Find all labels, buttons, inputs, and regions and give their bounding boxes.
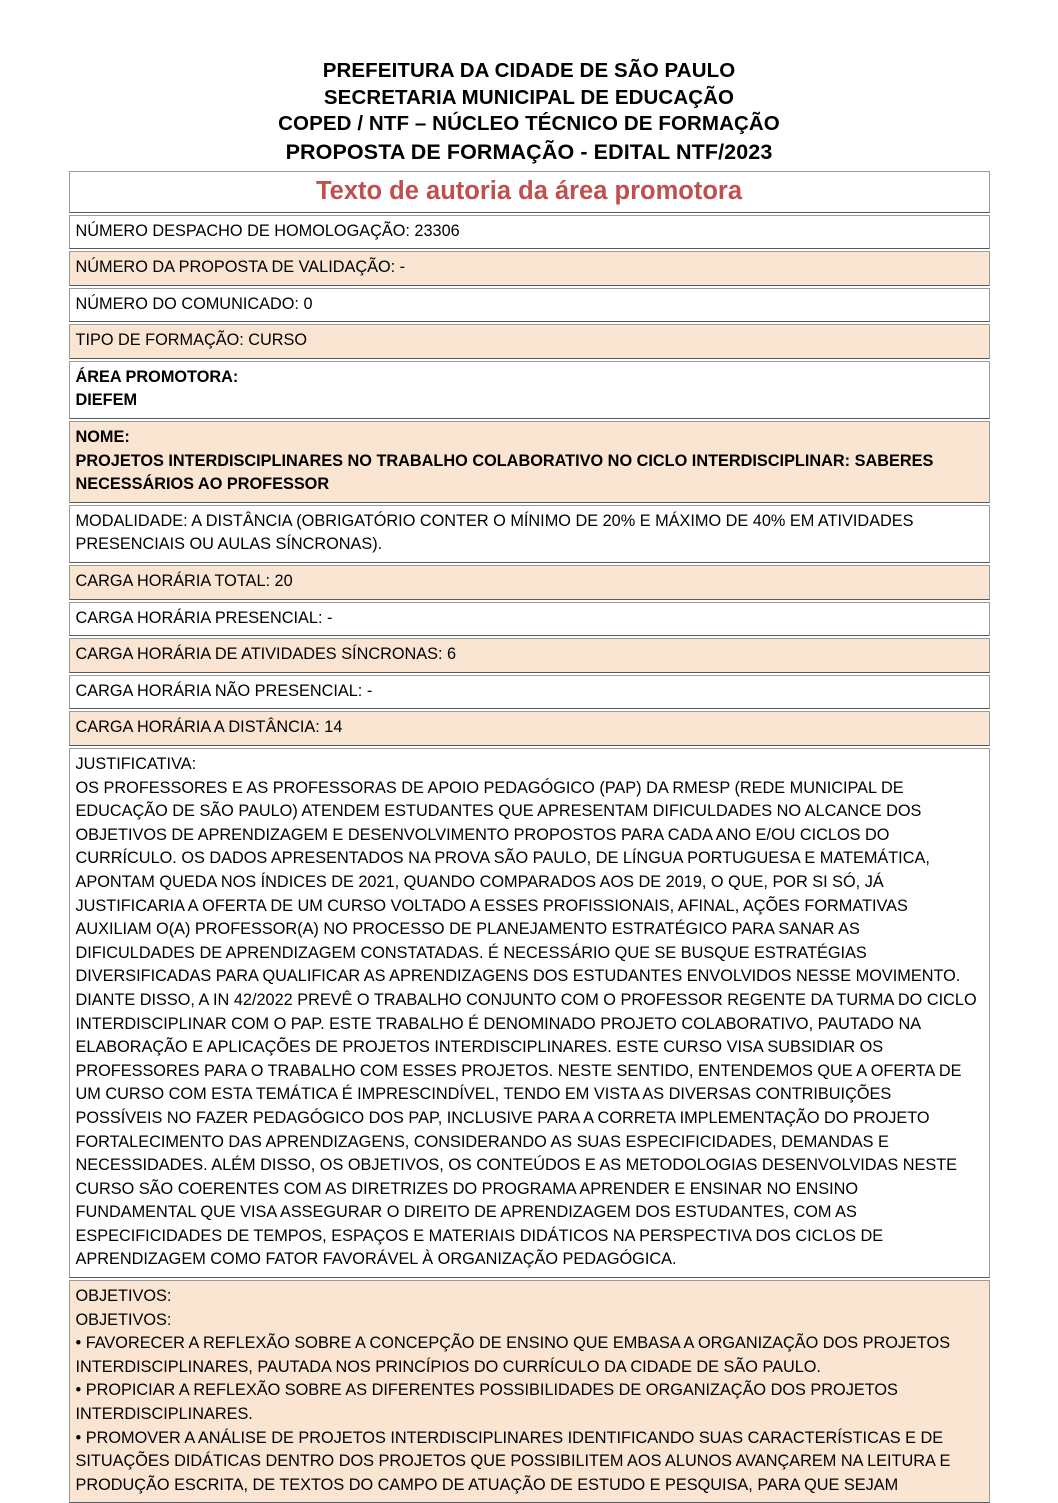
row-carga-horaria-sincronas bbox=[69, 638, 990, 673]
document-heading bbox=[0, 0, 1058, 167]
row-area-promotora bbox=[69, 361, 990, 419]
banner-texto-autoria bbox=[69, 171, 990, 213]
row-carga-horaria-presencial bbox=[69, 602, 990, 637]
field-numero-proposta-validacao: NÚMERO DA PROPOSTA DE VALIDAÇÃO: - bbox=[76, 256, 983, 280]
row-numero-proposta-validacao bbox=[69, 251, 990, 286]
row-numero-despacho-homologacao bbox=[69, 215, 990, 250]
heading-line-secretaria: SECRETARIA MUNICIPAL DE EDUCAÇÃO bbox=[0, 85, 1058, 112]
row-modalidade bbox=[69, 505, 990, 563]
objetivo-bullet: • PROMOVER A ANÁLISE DE PROJETOS INTERDISCIPLINARES IDENTIFICANDO SUAS CARACTERÍSTICAS E DE SITUAÇÕES DIDÁTICAS DENTRO DOS PROJETOS QUE POSSIBILITEM AOS ALUNOS AVANÇAREM NA LEITURA E PRODUÇÃO ESCRITA, DE TEXTOS DO CAMPO DE ATUAÇÃO DE ESTUDO E PESQUISA, PARA QUE SEJAM bbox=[76, 1427, 983, 1498]
field-tipo-de-formacao: TIPO DE FORMAÇÃO: CURSO bbox=[76, 329, 983, 353]
value-area-promotora: DIEFEM bbox=[76, 389, 983, 413]
field-carga-horaria-total: CARGA HORÁRIA TOTAL: 20 bbox=[76, 570, 983, 594]
label-objetivos-1: OBJETIVOS: bbox=[76, 1285, 983, 1309]
label-objetivos-2: OBJETIVOS: bbox=[76, 1309, 983, 1333]
row-carga-horaria-nao-presencial bbox=[69, 675, 990, 710]
row-justificativa bbox=[69, 748, 990, 1278]
value-nome: PROJETOS INTERDISCIPLINARES NO TRABALHO COLABORATIVO NO CICLO INTERDISCIPLINAR: SABERES NECESSÁRIOS AO PROFESSOR bbox=[76, 450, 983, 497]
objetivo-bullet: • FAVORECER A REFLEXÃO SOBRE A CONCEPÇÃO DE ENSINO QUE EMBASA A ORGANIZAÇÃO DOS PROJETOS INTERDISCIPLINARES, PAUTADA NOS PRINCÍPIOS DO CURRÍCULO DA CIDADE DE SÃO PAULO. bbox=[76, 1332, 983, 1379]
label-nome: NOME: bbox=[76, 426, 983, 450]
field-modalidade: MODALIDADE: A DISTÂNCIA (OBRIGATÓRIO CONTER O MÍNIMO DE 20% E MÁXIMO DE 40% EM ATIVIDADES PRESENCIAIS OU AULAS SÍNCRONAS). bbox=[76, 510, 983, 557]
row-tipo-de-formacao bbox=[69, 324, 990, 359]
heading-line-coped-ntf: COPED / NTF – NÚCLEO TÉCNICO DE FORMAÇÃO bbox=[0, 111, 1058, 138]
field-carga-horaria-distancia: CARGA HORÁRIA A DISTÂNCIA: 14 bbox=[76, 716, 983, 740]
field-numero-despacho-homologacao: NÚMERO DESPACHO DE HOMOLOGAÇÃO: 23306 bbox=[76, 220, 983, 244]
heading-line-proposta: PROPOSTA DE FORMAÇÃO - EDITAL NTF/2023 bbox=[0, 138, 1058, 167]
banner-label: Texto de autoria da área promotora bbox=[316, 177, 742, 205]
field-numero-comunicado: NÚMERO DO COMUNICADO: 0 bbox=[76, 293, 983, 317]
heading-line-prefeitura: PREFEITURA DA CIDADE DE SÃO PAULO bbox=[0, 58, 1058, 85]
row-nome bbox=[69, 421, 990, 503]
row-carga-horaria-distancia bbox=[69, 711, 990, 746]
field-carga-horaria-presencial: CARGA HORÁRIA PRESENCIAL: - bbox=[76, 607, 983, 631]
row-carga-horaria-total bbox=[69, 565, 990, 600]
field-carga-horaria-sincronas: CARGA HORÁRIA DE ATIVIDADES SÍNCRONAS: 6 bbox=[76, 643, 983, 667]
row-numero-comunicado bbox=[69, 288, 990, 323]
row-objetivos bbox=[69, 1280, 990, 1503]
field-carga-horaria-nao-presencial: CARGA HORÁRIA NÃO PRESENCIAL: - bbox=[76, 680, 983, 704]
objetivo-bullet: • PROPICIAR A REFLEXÃO SOBRE AS DIFERENTES POSSIBILIDADES DE ORGANIZAÇÃO DOS PROJETOS INTERDISCIPLINARES. bbox=[76, 1379, 983, 1426]
text-justificativa: OS PROFESSORES E AS PROFESSORAS DE APOIO PEDAGÓGICO (PAP) DA RMESP (REDE MUNICIPAL DE EDUCAÇÃO DE SÃO PAULO) ATENDEM ESTUDANTES QUE APRESENTAM DIFICULDADES NO ALCANCE DOS OBJETIVOS DE APRENDIZAGEM E DESENVOLVIMENTO PROPOSTOS PARA CADA ANO E/OU CICLOS DO CURRÍCULO. OS DADOS APRESENTADOS NA PROVA SÃO PAULO, DE LÍNGUA PORTUGUESA E MATEMÁTICA, APONTAM QUEDA NOS ÍNDICES DE 2021, QUANDO COMPARADOS AOS DE 2019, O QUE, POR SI SÓ, JÁ JUSTIFICARIA A OFERTA DE UM CURSO VOLTADO A ESSES PROFISSIONAIS, AFINAL, AÇÕES FORMATIVAS AUXILIAM O(A) PROFESSOR(A) NO PROCESSO DE PLANEJAMENTO ESTRATÉGICO PARA SANAR AS DIFICULDADES DE APRENDIZAGEM CONSTATADAS. É NECESSÁRIO QUE SE BUSQUE ESTRATÉGIAS DIVERSIFICADAS PARA QUALIFICAR AS APRENDIZAGENS DOS ESTUDANTES ENVOLVIDOS NESSE MOVIMENTO. DIANTE DISSO, A IN 42/2022 PREVÊ O TRABALHO CONJUNTO COM O PROFESSOR REGENTE DA TURMA DO CICLO INTERDISCIPLINAR COM O PAP. ESTE TRABALHO É DENOMINADO PROJETO COLABORATIVO, PAUTADO NA ELABORAÇÃO E APLICAÇÕES DE PROJETOS INTERDISCIPLINARES. ESTE CURSO VISA SUBSIDIAR OS PROFESSORES PARA O TRABALHO COM ESSES PROJETOS. NESTE SENTIDO, ENTENDEMOS QUE A OFERTA DE UM CURSO COM ESTA TEMÁTICA É IMPRESCINDÍVEL, TENDO EM VISTA AS DIVERSAS CONTRIBUIÇÕES POSSÍVEIS NO FAZER PEDAGÓGICO DOS PAP, INCLUSIVE PARA A CORRETA IMPLEMENTAÇÃO DO PROJETO FORTALECIMENTO DAS APRENDIZAGENS, CONSIDERANDO AS SUAS ESPECIFICIDADES, DEMANDAS E NECESSIDADES. ALÉM DISSO, OS OBJETIVOS, OS CONTEÚDOS E AS METODOLOGIAS DESENVOLVIDAS NESTE CURSO SÃO COERENTES COM AS DIRETRIZES DO PROGRAMA APRENDER E ENSINAR NO ENSINO FUNDAMENTAL QUE VISA ASSEGURAR O DIREITO DE APRENDIZAGEM DOS ESTUDANTES, COM AS ESPECIFICIDADES DE TEMPOS, ESPAÇOS E MATERIAIS DIDÁTICOS NA PERSPECTIVA DOS CICLOS DE APRENDIZAGEM COMO FATOR FAVORÁVEL À ORGANIZAÇÃO PEDAGÓGICA. bbox=[76, 777, 983, 1272]
proposal-form-table bbox=[69, 171, 990, 1503]
label-area-promotora: ÁREA PROMOTORA: bbox=[76, 366, 983, 390]
label-justificativa: JUSTIFICATIVA: bbox=[76, 753, 983, 777]
